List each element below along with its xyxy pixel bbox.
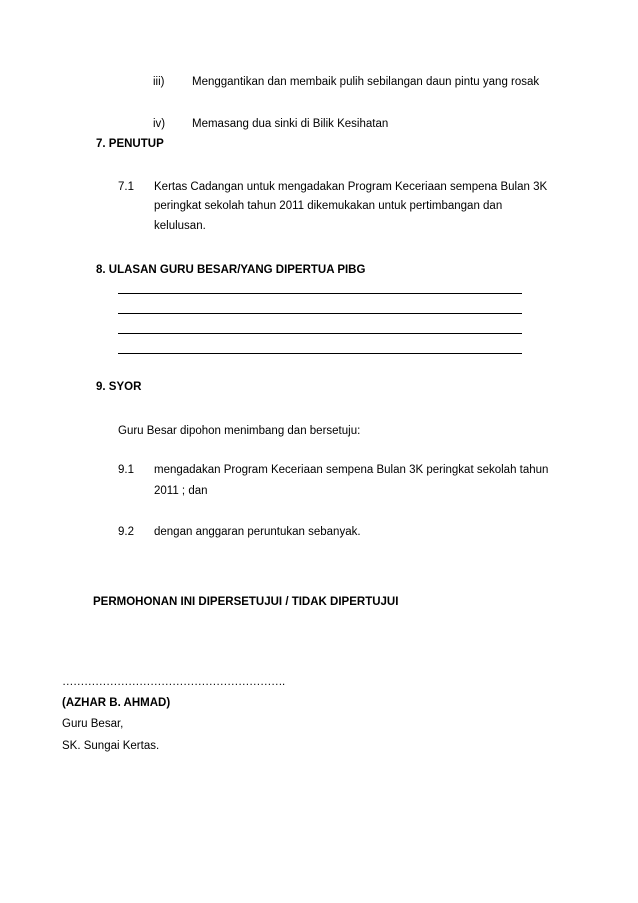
paragraph-line: kelulusan. [154,220,206,232]
paragraph-line: 2011 ; dan [154,485,208,497]
item-text: Memasang dua sinki di Bilik Kesihatan [192,118,389,130]
paragraph-line: dengan anggaran peruntukan sebanyak. [154,526,361,538]
signatory-name: (AZHAR B. AHMAD) [62,697,171,709]
paragraph-line: peringkat sekolah tahun 2011 dikemukakan untuk pertimbangan dan [154,200,503,212]
blank-line [118,353,522,354]
section-heading: 9. SYOR [96,381,142,393]
paragraph-line: Guru Besar dipohon menimbang dan bersetuju: [118,425,361,437]
item-number: iii) [153,76,165,88]
approval-statement: PERMOHONAN INI DIPERSETUJUI / TIDAK DIPERTUJUI [93,596,399,608]
signatory-school: SK. Sungai Kertas. [62,740,160,752]
blank-line [118,293,522,294]
signatory-title: Guru Besar, [62,718,124,730]
paragraph-line: mengadakan Program Keceriaan sempena Bulan 3K peringkat sekolah tahun [154,464,549,476]
item-number: 7.1 [118,181,134,193]
item-text: Menggantikan dan membaik pulih sebilangan daun pintu yang rosak [192,76,540,88]
section-heading: 8. ULASAN GURU BESAR/YANG DIPERTUA PIBG [96,264,366,276]
section-heading: 7. PENUTUP [96,138,164,150]
blank-line [118,333,522,334]
item-number: 9.1 [118,464,134,476]
item-number: 9.2 [118,526,134,538]
blank-line [118,313,522,314]
item-number: iv) [153,118,166,130]
paragraph-line: Kertas Cadangan untuk mengadakan Program Keceriaan sempena Bulan 3K [154,181,548,193]
signature-line: ……………………………………………………. [62,676,285,688]
